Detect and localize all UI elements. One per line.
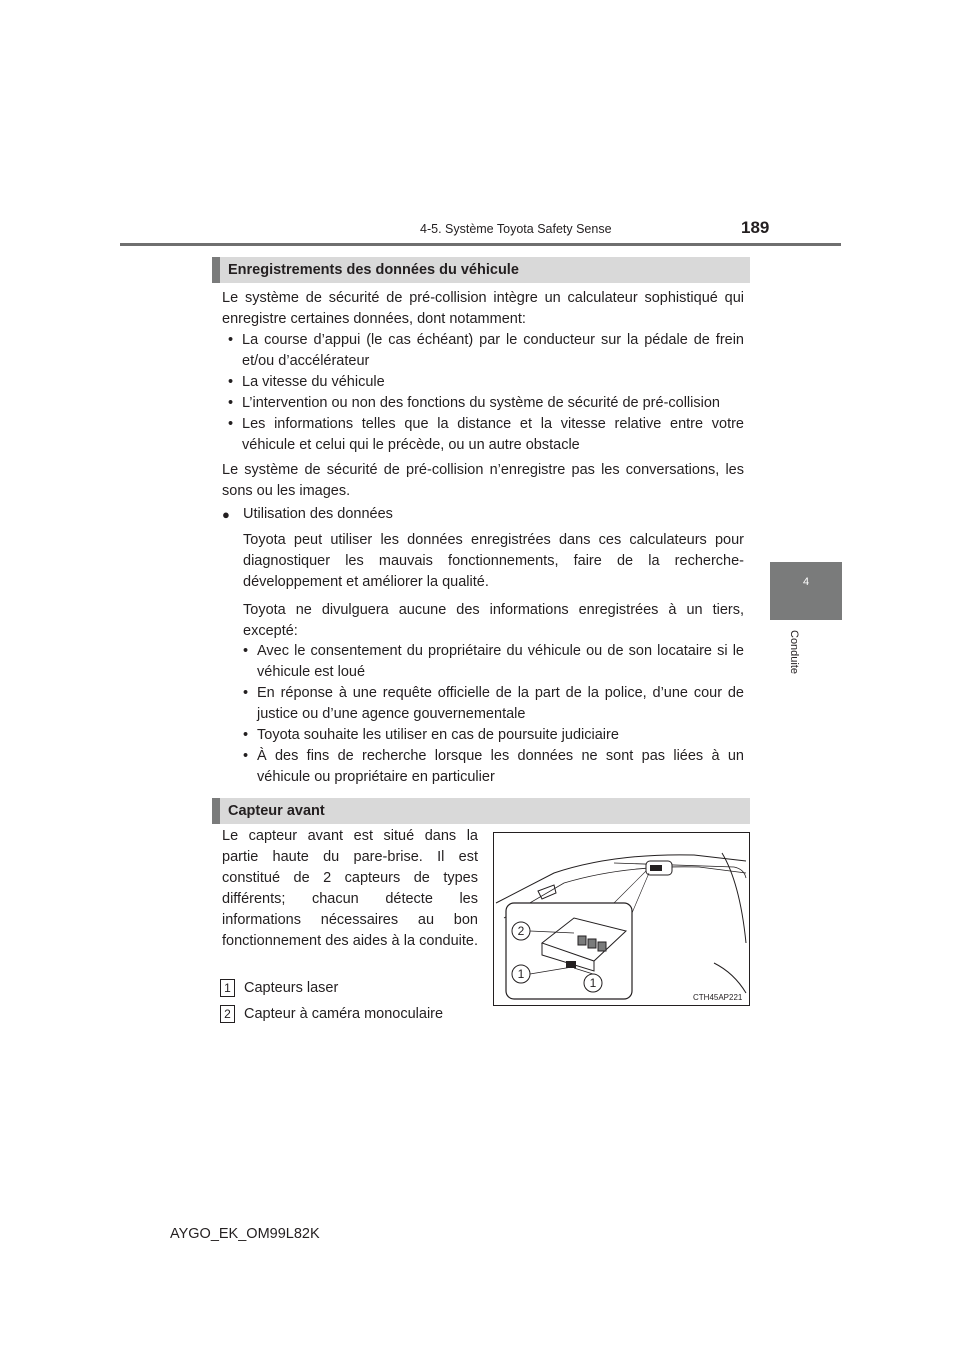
section-heading-vehicle-data: Enregistrements des données du véhicule <box>212 257 750 283</box>
page-number: 189 <box>741 218 770 237</box>
footer-document-code: AYGO_EK_OM99L82K <box>170 1226 320 1242</box>
legend-item-2 <box>220 1004 443 1025</box>
list-item: • Toyota souhaite les utiliser en cas de poursuite judiciaire <box>243 725 744 746</box>
chapter-label: Conduite <box>788 630 800 675</box>
list-item: • En réponse à une requête officielle de la part de la police, d’une cour de justice ou d’une agence gouvernementale <box>243 683 744 725</box>
legend-number: 2 <box>220 1005 235 1023</box>
figure-code: CTH45AP221 <box>693 993 743 1002</box>
list-item: • Avec le consentement du propriétaire du véhicule ou de son locataire si le véhicule est loué <box>243 641 744 683</box>
legend-label: Capteur à caméra monoculaire <box>244 1006 444 1022</box>
circle-bullet-icon: ● <box>222 507 230 522</box>
disclosure-exceptions-list <box>243 641 744 788</box>
intro-paragraph: Le système de sécurité de pré-collision intègre un calculateur sophistiqué qui enregistre certaines données, dont notamment: <box>222 290 744 327</box>
chapter-number: 4 <box>802 576 810 588</box>
windshield-sensor-drawing <box>494 833 749 1005</box>
usage-paragraph-2: Toyota ne divulguera aucune des informations enregistrées à un tiers, excepté: <box>243 602 744 639</box>
list-item: • La vitesse du véhicule <box>228 372 744 393</box>
list-item: • À des fins de recherche lorsque les données ne sont pas liées à un véhicule ou propriétaire en particulier <box>243 746 744 788</box>
header-divider <box>120 243 841 246</box>
recorded-data-list <box>228 330 744 456</box>
chapter-tab <box>770 562 842 620</box>
legend-number: 1 <box>220 979 235 997</box>
sensor-description: Le capteur avant est situé dans la partie haute du pare-brise. Il est constitué de 2 capteurs de types différents; chacun détecte les informations nécessaires au bon fonctionnement des aides à la conduite. <box>222 828 478 949</box>
list-item: • L’intervention ou non des fonctions du système de sécurité de pré-collision <box>228 393 744 414</box>
header-section-title: 4-5. Système Toyota Safety Sense <box>420 222 612 236</box>
note-paragraph: Le système de sécurité de pré-collision n’enregistre pas les conversations, les sons ou les images. <box>222 462 744 499</box>
callout-label: 1 <box>517 967 525 981</box>
list-item: • Les informations telles que la distance et la vitesse relative entre votre véhicule et celui qui le précède, ou un autre obstacle <box>228 414 744 456</box>
usage-subheading: Utilisation des données <box>243 506 393 522</box>
legend-item-1 <box>220 978 338 999</box>
callout-label: 2 <box>517 924 525 938</box>
section-heading-front-sensor: Capteur avant <box>212 798 750 824</box>
callout-label: 1 <box>589 976 597 990</box>
usage-paragraph-1: Toyota peut utiliser les données enregistrées dans ces calculateurs pour diagnostiquer les mauvais fonctionnements, faire de la recherche-développement et améliorer la qualité. <box>243 532 744 590</box>
front-sensor-illustration <box>493 832 750 1006</box>
list-item: • La course d’appui (le cas échéant) par le conducteur sur la pédale de frein et/ou d’accélérateur <box>228 330 744 372</box>
legend-label: Capteurs laser <box>244 980 339 996</box>
